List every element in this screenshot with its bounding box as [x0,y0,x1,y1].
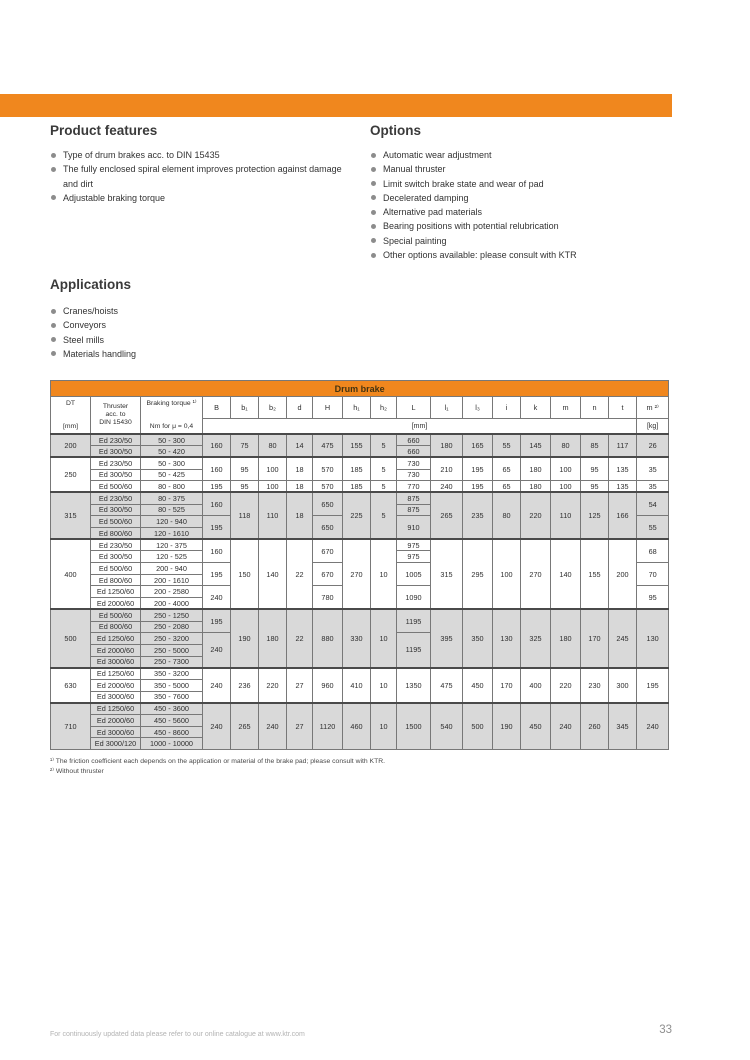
cell: 400 [521,668,551,703]
cell: 200 - 2580 [141,586,203,598]
cell: 160 [203,434,231,457]
cell: 100 [259,481,287,493]
bullet-text: Bearing positions with potential relubrication [383,221,559,232]
cell: 180 [521,481,551,493]
bullet-item [370,148,670,162]
cell: 220 [259,668,287,703]
page-number: 33 [659,1024,672,1036]
cell: 180 [431,434,463,457]
cell: 265 [231,703,259,750]
cell: 170 [581,609,609,667]
cell: Ed 230/50 [91,492,141,504]
cell: 660 [397,434,431,446]
applications-list [50,304,350,361]
section-title-applications: Applications [50,277,132,292]
bullet-icon [371,253,376,258]
bullet-text: Type of drum brakes acc. to DIN 15435 [63,150,220,160]
cell: 730 [397,457,431,469]
col-header: t [609,397,637,419]
cell: 230 [581,668,609,703]
cell: 350 - 3200 [141,668,203,680]
cell: 22 [287,539,313,609]
cell: 5 [371,457,397,480]
cell: Ed 230/50 [91,539,141,551]
bullet-text: Manual thruster [383,164,446,175]
cell: 475 [313,434,343,457]
cell: Ed 2000/60 [91,679,141,691]
table-row [51,457,669,469]
cell: 650 [313,492,343,515]
cell: 195 [203,563,231,586]
dt-cell: 630 [51,668,91,703]
footnote-2: ²⁾ Without thruster [50,767,104,775]
cell: 55 [637,516,669,539]
bullet-text: Special painting [383,235,447,246]
cell: 195 [203,609,231,632]
cell: 540 [431,703,463,750]
col-header: b₁ [231,397,259,419]
cell: 18 [287,492,313,539]
col-header: d [287,397,313,419]
cell: 95 [581,481,609,493]
bullet-icon [51,337,56,342]
col-header: l₃ [463,397,493,419]
cell: 195 [203,516,231,539]
bullet-item [50,347,350,361]
cell: 50 - 420 [141,446,203,458]
cell: 80 - 525 [141,504,203,516]
cell: 960 [313,668,343,703]
cell: 190 [493,703,521,750]
cell: 270 [343,539,371,609]
cell: Ed 3000/60 [91,691,141,703]
table-title: Drum brake [51,381,669,397]
cell: Ed 3000/120 [91,738,141,750]
cell: 120 - 375 [141,539,203,551]
table-row [51,539,669,551]
bullet-text: Automatic wear adjustment [383,150,492,160]
cell: 770 [397,481,431,493]
bullet-item [50,333,350,347]
cell: Ed 500/60 [91,516,141,528]
cell: 110 [259,492,287,539]
cell: 166 [609,492,637,539]
cell: Thruster acc. to DIN 15430 [91,397,141,435]
cell: 330 [343,609,371,667]
cell: 220 [521,492,551,539]
cell: Braking torque ¹⁾ Nm for μ = 0,4 [141,397,203,435]
col-header: B [203,397,231,419]
cell: 295 [463,539,493,609]
dt-cell: 200 [51,434,91,457]
cell: 500 [463,703,493,750]
cell: Ed 2000/60 [91,715,141,727]
cell: 250 - 5000 [141,644,203,656]
cell: Ed 1250/60 [91,703,141,715]
bullet-text: Other options available: please consult with KTR [383,250,577,261]
cell: 195 [463,481,493,493]
drum-brake-table-grid [50,380,669,750]
cell: 55 [493,434,521,457]
section-title-product-features: Product features [50,123,158,138]
cell: 350 [463,609,493,667]
cell: Ed 300/50 [91,446,141,458]
bullet-text: Cranes/hoists [63,306,119,316]
col-header: h₁ [343,397,371,419]
cell: 240 [203,668,231,703]
bullet-icon [371,224,376,229]
options-list [370,148,670,262]
cell: [kg] [637,419,669,435]
cell: 145 [521,434,551,457]
bullet-icon [371,167,376,172]
cell: 140 [259,539,287,609]
cell: 1090 [397,586,431,609]
cell: 460 [343,703,371,750]
col-header: H [313,397,343,419]
bullet-item [50,148,342,162]
cell: 10 [371,609,397,667]
cell: 265 [431,492,463,539]
cell: 100 [493,539,521,609]
cell: 250 - 1250 [141,609,203,621]
cell: 650 [313,516,343,539]
bullet-item [370,219,670,233]
cell: 80 [259,434,287,457]
footer-note: For continuously updated data please refer to our online catalogue at www.ktr.com [50,1031,305,1038]
cell: 160 [203,492,231,515]
cell: 54 [637,492,669,515]
cell: 240 [431,481,463,493]
bullet-item [50,318,350,332]
table-row [51,609,669,621]
bullet-text: Alternative pad materials [383,207,483,218]
cell: 250 - 3200 [141,633,203,645]
cell: [mm] [203,419,637,435]
cell: Ed 800/60 [91,574,141,586]
cell: DT [mm] [51,397,91,435]
cell: Ed 500/60 [91,609,141,621]
cell: 1000 - 10000 [141,738,203,750]
cell: Ed 800/60 [91,621,141,633]
cell: 100 [551,457,581,480]
drum-brake-table [50,380,669,750]
cell: 250 - 2080 [141,621,203,633]
cell: 120 - 940 [141,516,203,528]
table-row [51,703,669,715]
cell: 240 [203,633,231,668]
cell: 18 [287,481,313,493]
cell: 395 [431,609,463,667]
cell: 50 - 300 [141,434,203,446]
cell: 22 [287,609,313,667]
dt-cell: 500 [51,609,91,667]
cell: 730 [397,469,431,481]
cell: 65 [493,481,521,493]
cell: 80 - 800 [141,481,203,493]
cell: 80 [493,492,521,539]
cell: 910 [397,516,431,539]
bullet-item [370,234,670,248]
cell: 135 [609,481,637,493]
cell: 1195 [397,633,431,668]
cell: Ed 2000/60 [91,598,141,610]
cell: 880 [313,609,343,667]
col-header: l₁ [431,397,463,419]
bullet-item [370,162,670,176]
bullet-icon [371,195,376,200]
cell: 130 [493,609,521,667]
cell: Ed 1250/60 [91,586,141,598]
cell: Ed 1250/60 [91,633,141,645]
cell: 85 [581,434,609,457]
bullet-text: Decelerated damping [383,192,469,203]
cell: 200 - 4000 [141,598,203,610]
cell: 50 - 425 [141,469,203,481]
table-row [51,434,669,446]
cell: 70 [637,563,669,586]
bullet-text: Materials handling [63,348,137,359]
cell: 75 [231,434,259,457]
cell: 236 [231,668,259,703]
cell: Ed 3000/60 [91,656,141,668]
cell: 10 [371,668,397,703]
cell: 240 [203,586,231,609]
table-row [51,668,669,680]
col-header: L [397,397,431,419]
cell: 165 [463,434,493,457]
cell: 155 [581,539,609,609]
cell: 35 [637,481,669,493]
cell: 240 [259,703,287,750]
col-header: m [551,397,581,419]
cell: 1120 [313,703,343,750]
cell: 100 [551,481,581,493]
cell: 160 [203,457,231,480]
cell: 780 [313,586,343,609]
cell: 195 [637,668,669,703]
cell: Ed 300/50 [91,504,141,516]
bullet-text: Adjustable braking torque [63,192,166,203]
cell: 220 [551,668,581,703]
bullet-item [370,205,670,219]
cell: 200 [609,539,637,609]
cell: 260 [581,703,609,750]
cell: 185 [343,457,371,480]
cell: Ed 1250/60 [91,668,141,680]
cell: 120 - 525 [141,551,203,563]
cell: 975 [397,539,431,551]
cell: 660 [397,446,431,458]
cell: 26 [637,434,669,457]
bullet-icon [371,238,376,243]
cell: 570 [313,481,343,493]
cell: 875 [397,492,431,504]
cell: 180 [521,457,551,480]
cell: 35 [637,457,669,480]
cell: 475 [431,668,463,703]
cell: 117 [609,434,637,457]
cell: 80 [551,434,581,457]
cell: 200 - 1610 [141,574,203,586]
bullet-icon [51,309,56,314]
cell: 670 [313,563,343,586]
cell: 95 [231,457,259,480]
bullet-item [370,191,670,205]
cell: 450 [521,703,551,750]
cell: Ed 2000/60 [91,644,141,656]
table-row [51,492,669,504]
cell: 1350 [397,668,431,703]
cell: 670 [313,539,343,562]
cell: 125 [581,492,609,539]
cell: 570 [313,457,343,480]
cell: 195 [203,481,231,493]
cell: 325 [521,609,551,667]
cell: 200 - 940 [141,563,203,575]
cell: 1195 [397,609,431,632]
dt-cell: 400 [51,539,91,609]
cell: Ed 300/50 [91,551,141,563]
cell: 210 [431,457,463,480]
cell: 180 [259,609,287,667]
bullet-icon [51,351,56,356]
dt-cell: 710 [51,703,91,750]
bullet-item [370,248,670,262]
section-title-options: Options [370,123,421,138]
col-header: k [521,397,551,419]
cell: 135 [609,457,637,480]
cell: 65 [493,457,521,480]
cell: 50 - 300 [141,457,203,469]
bullet-item [50,191,342,205]
bullet-icon [51,195,56,200]
cell: 95 [581,457,609,480]
cell: 118 [231,492,259,539]
cell: 875 [397,504,431,516]
cell: 5 [371,434,397,457]
cell: 190 [231,609,259,667]
cell: 450 - 3600 [141,703,203,715]
cell: 450 [463,668,493,703]
cell: Ed 230/50 [91,434,141,446]
cell: 245 [609,609,637,667]
bullet-text: Limit switch brake state and wear of pad [383,178,544,189]
cell: 27 [287,668,313,703]
bullet-icon [371,181,376,186]
bullet-item [50,162,342,191]
bullet-icon [371,210,376,215]
cell: 100 [259,457,287,480]
cell: 5 [371,492,397,539]
cell: 225 [343,492,371,539]
col-header: h₂ [371,397,397,419]
bullet-item [370,177,670,191]
cell: 180 [551,609,581,667]
cell: 345 [609,703,637,750]
cell: 1500 [397,703,431,750]
cell: 80 - 375 [141,492,203,504]
cell: 270 [521,539,551,609]
cell: Ed 800/60 [91,528,141,540]
bullet-item [50,304,350,318]
cell: 450 - 5600 [141,715,203,727]
cell: 140 [551,539,581,609]
col-header: m ²⁾ [637,397,669,419]
cell: 185 [343,481,371,493]
bullet-icon [51,167,56,172]
col-header: n [581,397,609,419]
cell: 195 [463,457,493,480]
cell: 300 [609,668,637,703]
cell: 5 [371,481,397,493]
table-row [51,481,669,493]
cell: Ed 300/50 [91,469,141,481]
cell: 14 [287,434,313,457]
cell: 350 - 7600 [141,691,203,703]
bullet-icon [371,153,376,158]
cell: 120 - 1610 [141,528,203,540]
bullet-icon [51,153,56,158]
cell: 150 [231,539,259,609]
cell: 110 [551,492,581,539]
cell: 68 [637,539,669,562]
cell: 240 [551,703,581,750]
bullet-text: Conveyors [63,320,107,331]
footnotes [50,757,385,776]
cell: 350 - 5000 [141,679,203,691]
dt-cell: 315 [51,492,91,539]
cell: 240 [637,703,669,750]
cell: Ed 230/50 [91,457,141,469]
cell: 27 [287,703,313,750]
dt-cell: 250 [51,457,91,492]
cell: Ed 500/60 [91,563,141,575]
cell: 155 [343,434,371,457]
cell: 10 [371,539,397,609]
cell: 410 [343,668,371,703]
cell: 130 [637,609,669,667]
bullet-icon [51,323,56,328]
cell: Ed 500/60 [91,481,141,493]
cell: 1005 [397,563,431,586]
cell: 18 [287,457,313,480]
cell: 250 - 7300 [141,656,203,668]
product-features-list [50,148,342,205]
bullet-text: The fully enclosed spiral element improves protection against damage and dirt [63,164,342,189]
col-header: i [493,397,521,419]
footnote-1: ¹⁾ The friction coefficient each depends on the application or material of the brake pad; please consult with KTR. [50,758,386,765]
cell: 160 [203,539,231,562]
cell: 10 [371,703,397,750]
cell: 95 [637,586,669,609]
cell: 235 [463,492,493,539]
cell: Ed 3000/60 [91,726,141,738]
cell: 95 [231,481,259,493]
col-header: b₂ [259,397,287,419]
page-accent-bar [0,94,672,117]
cell: 975 [397,551,431,563]
cell: 450 - 8600 [141,726,203,738]
cell: 315 [431,539,463,609]
bullet-text: Steel mills [63,334,105,345]
cell: 240 [203,703,231,750]
cell: 170 [493,668,521,703]
